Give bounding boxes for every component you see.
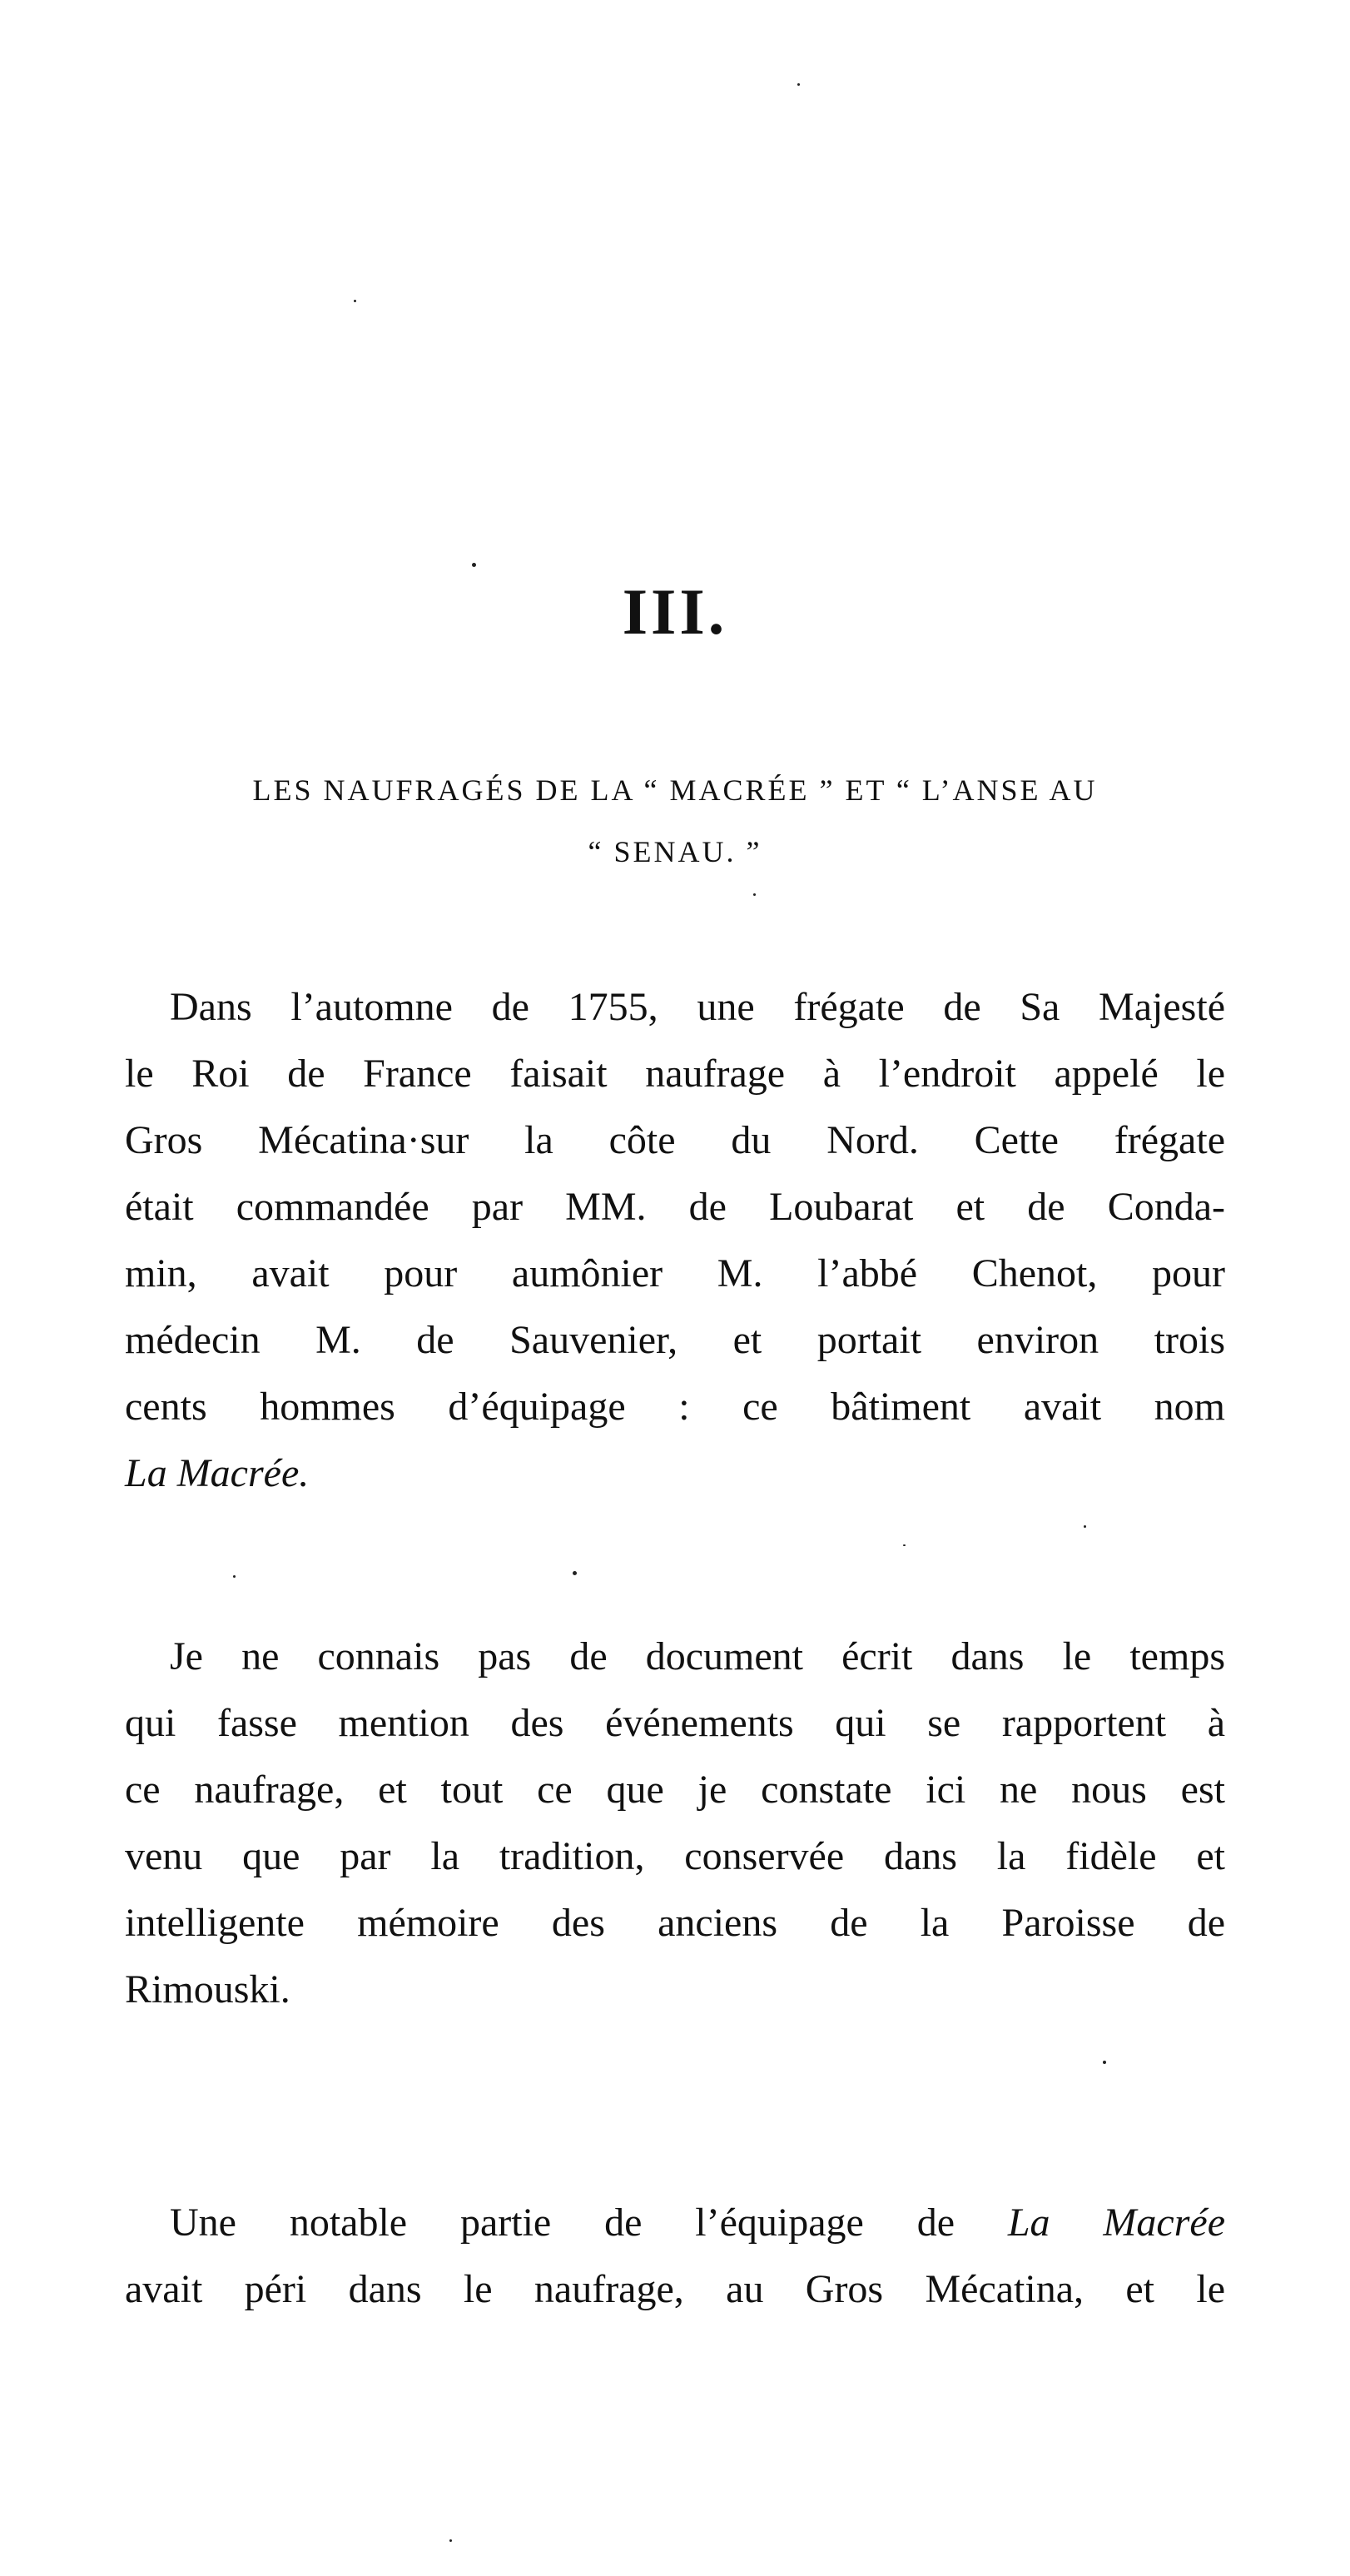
text-line: cents hommes d’équipage : ce bâtiment avait nom [125,1385,1225,1429]
text-line: était commandée par MM. de Loubarat et de Conda- [125,1185,1225,1229]
scan-speck [573,1571,577,1575]
chapter-title-line: LES NAUFRAGÉS DE LA “ MACRÉE ” ET “ L’ANSE AU [252,773,1098,807]
paragraph [125,2190,1225,2323]
scan-speck [449,2539,452,2542]
text-line: min, avait pour aumônier M. l’abbé Chenot, pour [125,1251,1225,1295]
scan-speck [1103,2061,1106,2064]
text-line: La Macrée. [125,1451,310,1495]
text-line: Je ne connais pas de document écrit dans le temps [170,1634,1225,1678]
text-line: médecin M. de Sauvenier, et portait environ trois [125,1318,1225,1362]
scan-speck [472,563,476,567]
chapter-number: III. [622,575,728,648]
paragraph [125,974,1225,1507]
text-segment: Une notable partie de l’équipage de [170,2201,1008,2245]
text-line: venu que par la tradition, conservée dans la fidèle et [125,1834,1225,1878]
text-line: avait péri dans le naufrage, au Gros Mécatina, et le [125,2267,1225,2311]
chapter-title [125,759,1225,883]
scan-speck [903,1544,906,1546]
scan-speck [1084,1525,1086,1528]
text-line: Dans l’automne de 1755, une frégate de Sa Majesté [170,985,1225,1029]
scan-speck [797,83,800,86]
text-line: intelligente mémoire des anciens de la Paroisse de [125,1901,1225,1945]
scan-speck [753,893,756,896]
text-line: ce naufrage, et tout ce que je constate ici ne nous est [125,1768,1225,1812]
text-line [125,2190,1225,2256]
chapter-title-line: “ SENAU. ” [588,835,762,868]
paragraph [125,1624,1225,2023]
text-line: Rimouski. [125,1967,290,2012]
ship-name: La Macrée [1007,2201,1225,2245]
text-line: Gros Mécatina·sur la côte du Nord. Cette frégate [125,1118,1225,1162]
text-line: le Roi de France faisait naufrage à l’endroit appelé le [125,1052,1225,1096]
scan-speck [354,300,356,302]
scan-speck [233,1575,236,1578]
text-line: qui fasse mention des événements qui se rapportent à [125,1701,1225,1745]
